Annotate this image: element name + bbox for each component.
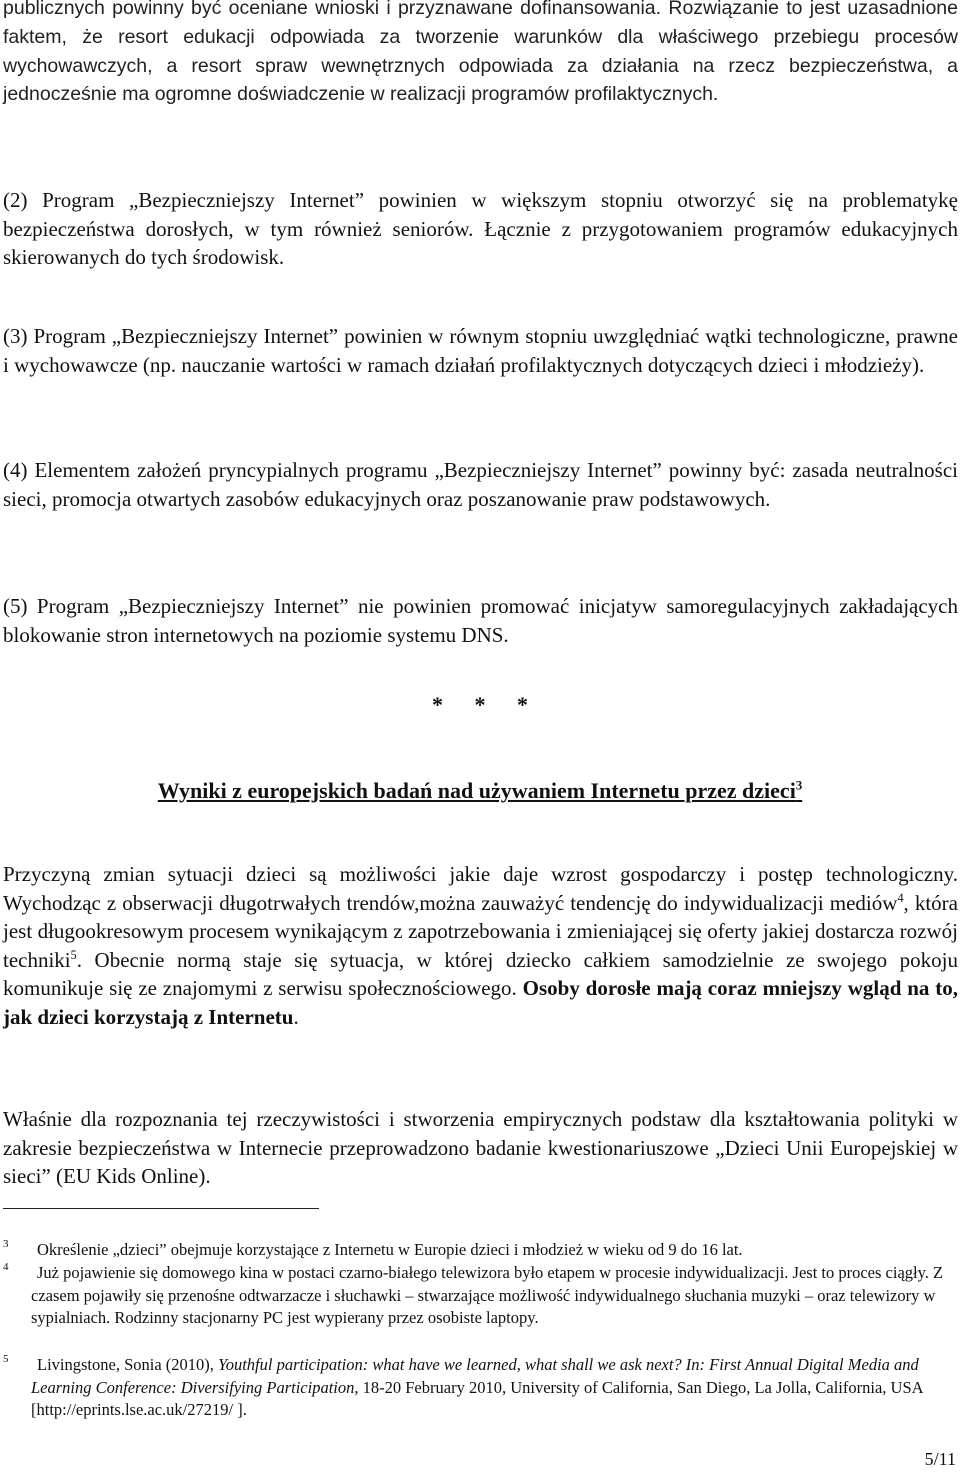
intro-paragraph: publicznych powinny być oceniane wnioski i przyznawane dofinansowania. Rozwiązanie to jest uzasadnione faktem, że resort edukacji odpowiada za tworzenie warunków dla właściwego przebiegu procesów wychowawczych, a resort spraw wewnętrznych odpowiada za działania na rzecz bezpieczeństwa, a jednocześnie ma ogromne doświadczenie w realizacji programów profilaktycznych. xyxy=(3,0,958,106)
footnote-4-text: Już pojawienie się domowego kina w postaci czarno-białego telewizora było etapem w procesie indywidualizacji. Jest to proces ciągły. Z czasem pojawiły się przenośne odtwarzacze i słuchawki – stwarzające możliwość indywidualnego słuchania muzyki – oraz telewizory w sypialniach. Rodzinny stacjonarny PC jest wypierany przez osobiste laptopy. xyxy=(31,1263,944,1327)
section-heading xyxy=(0,778,960,804)
footnote-5 xyxy=(3,1354,958,1422)
footnote-ref-3: 3 xyxy=(795,778,803,793)
section-separator: * * * xyxy=(432,692,528,717)
point-2-paragraph: (2) Program „Bezpieczniejszy Internet” powinien w większym stopniu otworzyć się na problematykę bezpieczeństwa dorosłych, w tym również seniorów. Łącznie z przygotowaniem programów edukacyjnych skierowanych do tych środowisk. xyxy=(3,188,958,270)
point-3-paragraph: (3) Program „Bezpieczniejszy Internet” powinien w równym stopniu uwzględniać wątki technologiczne, prawne i wychowawcze (np. nauczanie wartości w ramach działań profilaktycznych dotyczących dzieci i młodzieży). xyxy=(3,324,958,377)
footnote-separator xyxy=(3,1208,319,1209)
footnote-5-title: Youthful participation: what have we learned, what shall we ask next? In: First Annual Digital Media and Learning Conference: Diversifying Participation xyxy=(31,1355,919,1397)
footnote-ref-5: 5 xyxy=(70,947,77,962)
p1-text-a: Przyczyną zmian sytuacji dzieci są możliwości jakie daje wzrost gospodarczy i postęp technologiczny. Wychodząc z obserwacji długotrwałych trendów,można zauważyć tendencję do indywidualizacji mediów xyxy=(3,862,958,915)
footnote-5-tail: , 18-20 February 2010, University of California, San Diego, La Jolla, California, USA [http://eprints.lse.ac.uk/27219/ ]. xyxy=(31,1377,923,1419)
footnote-4 xyxy=(3,1262,958,1330)
point-5-paragraph: (5) Program „Bezpieczniejszy Internet” nie powinien promować inicjatyw samoregulacyjnych zakładających blokowanie stron internetowych na poziomie systemu DNS. xyxy=(3,594,958,647)
footnote-5-lead: Livingstone, Sonia (2010), xyxy=(37,1355,219,1374)
footnote-3-number: 3 xyxy=(3,1238,9,1250)
footnote-5-number: 5 xyxy=(3,1353,9,1365)
p1-text-c: . Obecnie normą staje się sytuacja, w której dziecko całkiem samodzielnie ze swojego pokoju komunikuje się ze znajomymi z serwisu społecznościowego. xyxy=(3,947,958,1001)
section-heading-text: Wyniki z europejskich badań nad używaniem Internetu przez dzieci xyxy=(157,778,796,803)
p1-text-end: . xyxy=(293,1004,299,1029)
page-number: 5/11 xyxy=(924,1449,956,1469)
footnote-3-text: Określenie „dzieci” obejmuje korzystające z Internetu w Europie dzieci i młodzież w wieku od 9 do 16 lat. xyxy=(37,1240,743,1259)
p1-text-b: , która jest długookresowym procesem wynikającym z zapotrzebowania i zmieniającej się oferty jakiej dostarcza rozwój techniki xyxy=(3,890,958,972)
p1-bold-statement: Osoby dorosłe mają coraz mniejszy wgląd na to, jak dzieci korzystają z Internetu xyxy=(3,976,958,1029)
section-paragraph-1 xyxy=(3,860,958,1032)
section-paragraph-2: Właśnie dla rozpoznania tej rzeczywistości i stworzenia empirycznych podstaw dla kształtowania polityki w zakresie bezpieczeństwa w Internecie przeprowadzono badanie kwestionariuszowe „Dzieci Unii Europejskiej w sieci” (EU Kids Online). xyxy=(3,1107,958,1189)
footnote-3 xyxy=(3,1239,958,1262)
point-4-paragraph: (4) Elementem założeń pryncypialnych programu „Bezpieczniejszy Internet” powinny być: zasada neutralności sieci, promocja otwartych zasobów edukacyjnych oraz poszanowanie praw podstawowych. xyxy=(3,458,958,511)
footnote-4-number: 4 xyxy=(3,1261,9,1273)
footnote-ref-4: 4 xyxy=(897,890,904,905)
